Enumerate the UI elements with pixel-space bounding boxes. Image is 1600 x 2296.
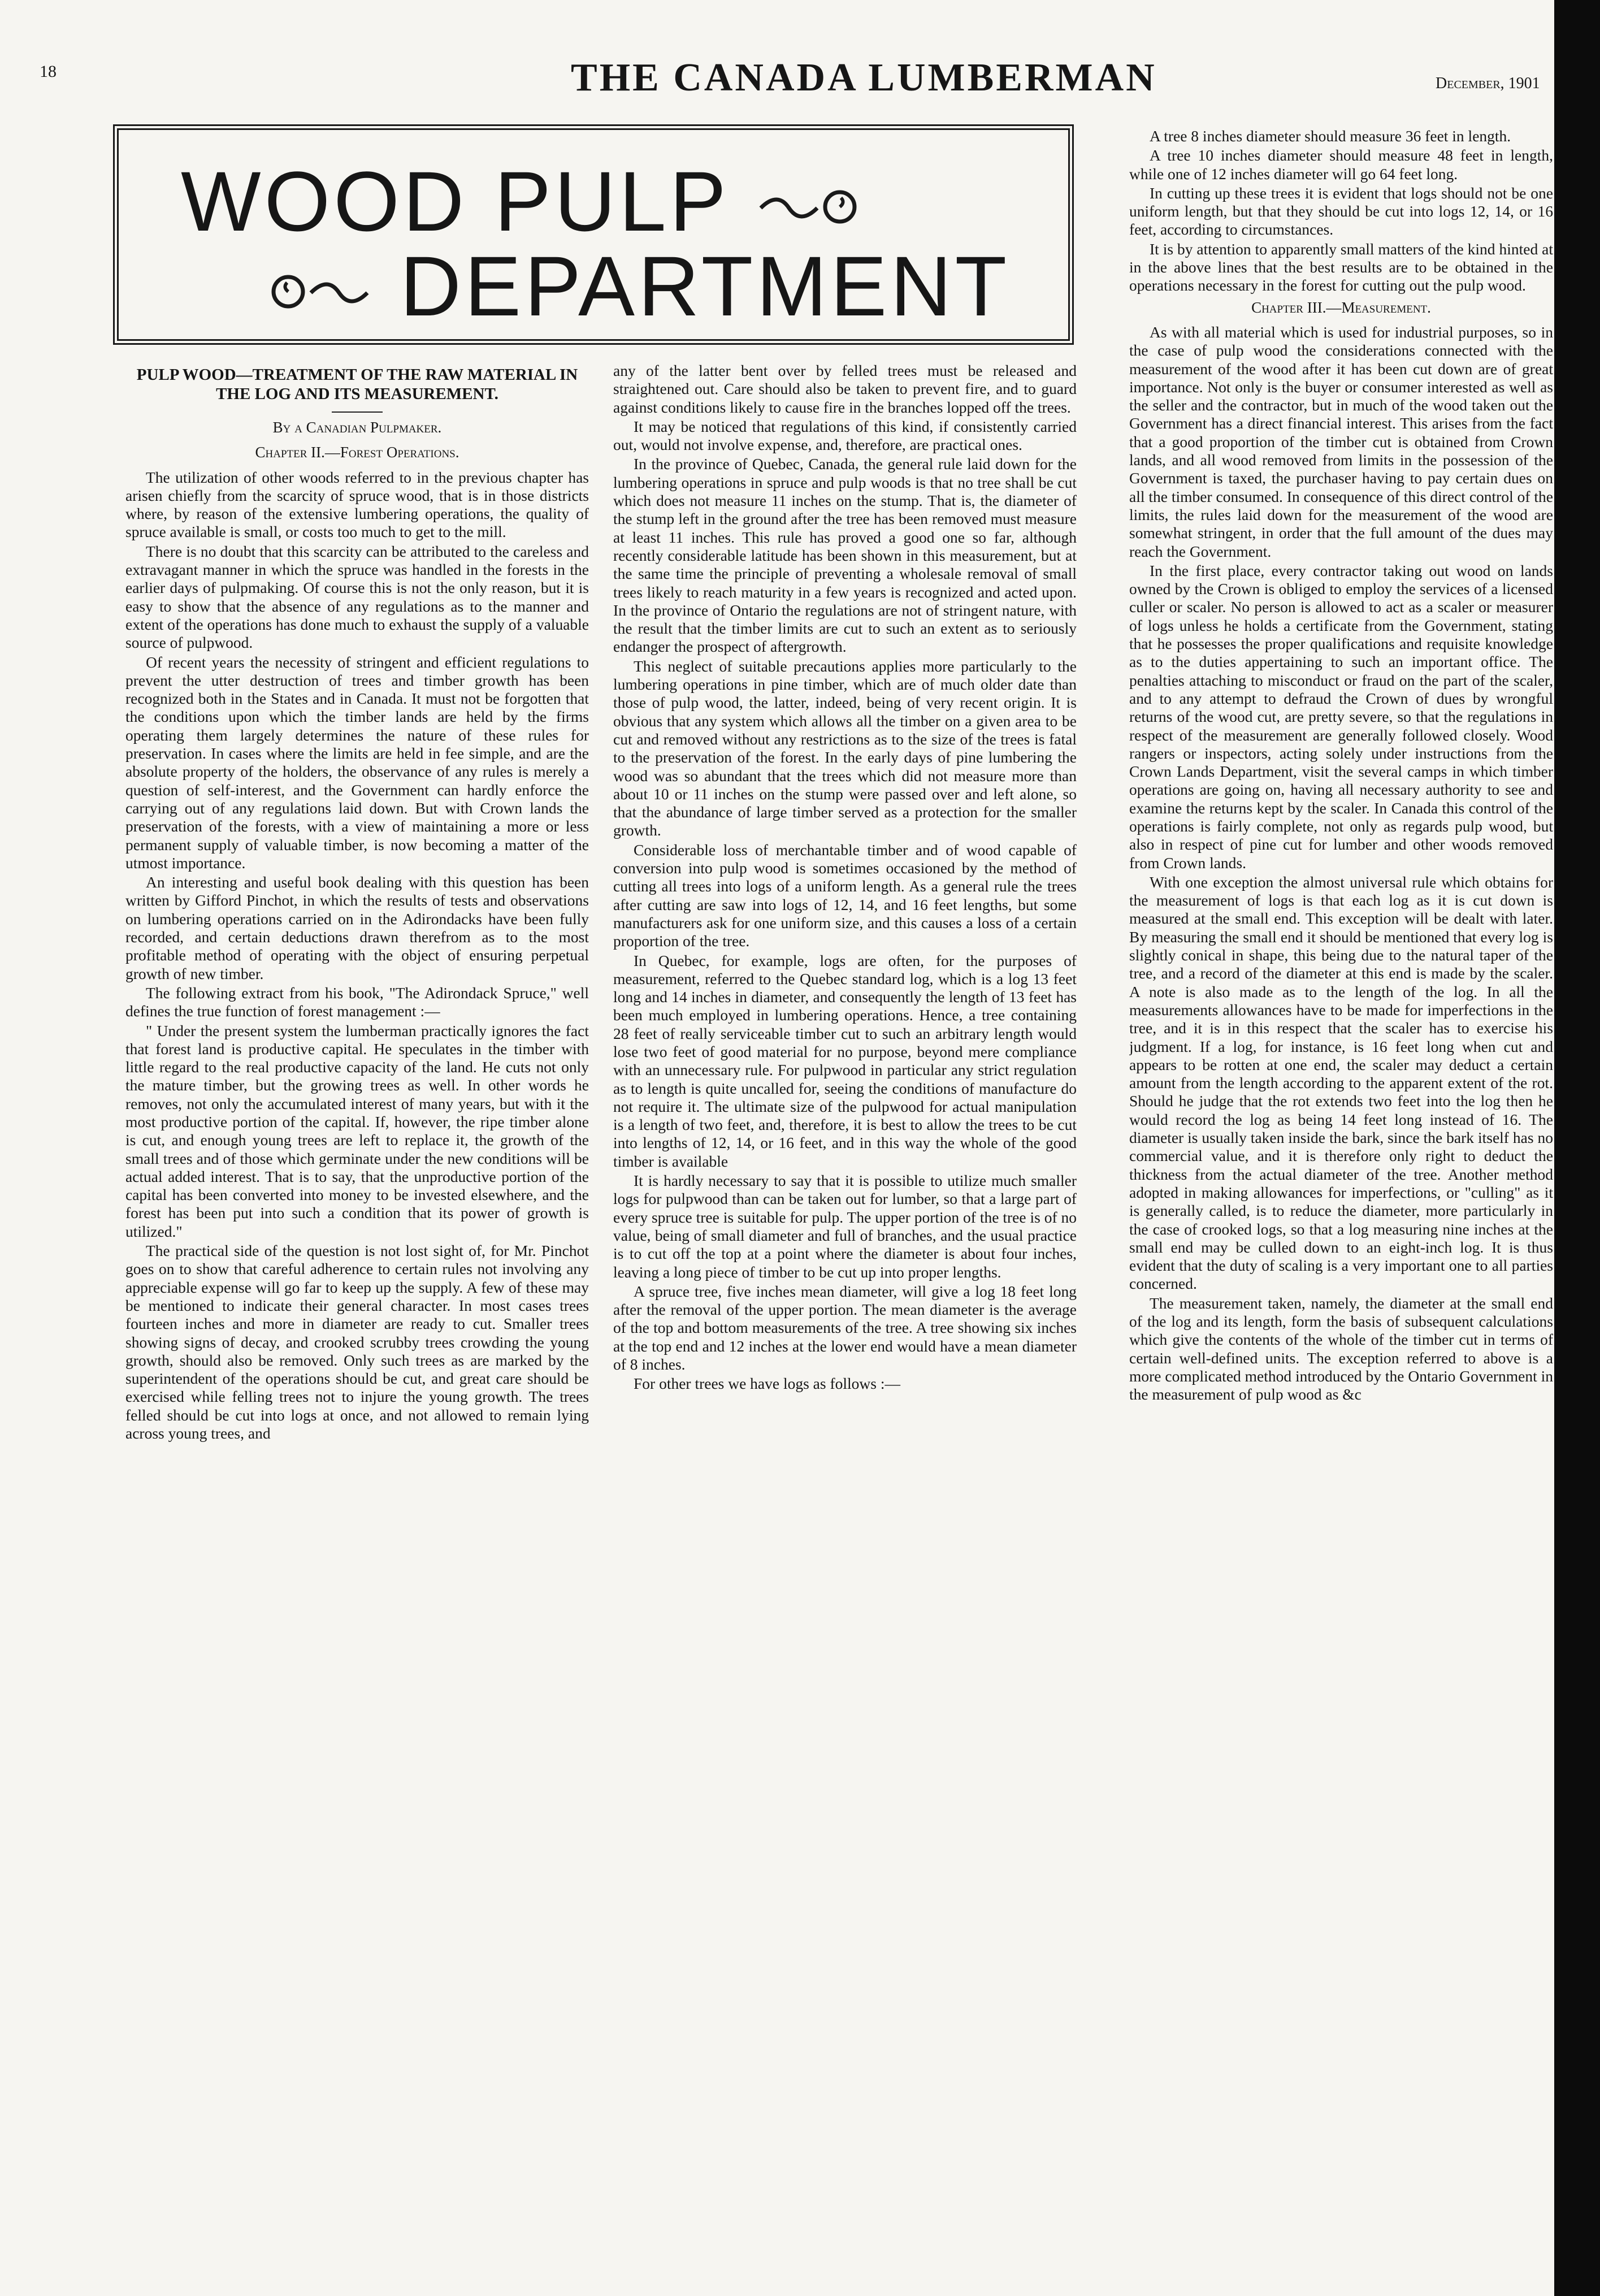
- issue-date: December, 1901: [1436, 75, 1540, 92]
- banner-line-2: DEPARTMENT: [400, 239, 1011, 333]
- paragraph: Considerable loss of merchantable timber and of wood capable of conversion into pulp wood is sometimes occasioned by the method of cutting all trees into logs of a uniform length. As a general rule the trees after cutting are saw into logs of 12, 14, and 16 feet lengths, but some manufacturers ask for one uniform size, and this causes a loss of a certain proportion of the tree.: [613, 841, 1077, 950]
- paragraph: It is by attention to apparently small matters of the kind hinted at in the above lines that the best results are to be obtained in the operations necessary in the forest for cutting out the pulp wood.: [1129, 240, 1553, 294]
- byline: By a Canadian Pulpmaker.: [272, 419, 442, 436]
- column-2: [613, 362, 1077, 2255]
- paragraph: An interesting and useful book dealing with this question has been written by Gifford Pinchot, in which the results of tests and observations on lumbering operations carried on in the Adirondacks have been fully recorded, and certain deductions drawn therefrom as to the most profitable method of operating with the object of ensuring perpetual growth of new timber.: [125, 873, 589, 982]
- column-3: [1129, 127, 1553, 2252]
- department-banner: [113, 124, 1074, 345]
- binding-edge: [1554, 0, 1600, 2296]
- paragraph: " Under the present system the lumberman practically ignores the fact that forest land is productive capital. He speculates in the timber with little regard to the real productive capacity of the land. He cuts not only the mature timber, but the growing trees as well. In other words he removes, not only the accumulated interest of many years, but with it the most productive portion of the capital. If, however, the ripe timber alone is cut, and enough young trees are left to replace it, the growth of the small trees and of those which germinate under the new conditions will be actual added interest. That is to say, that the unproductive portion of the capital has been converted into money to be invested elsewhere, and the forest has been put into such a condition that its power of growth is utilized.": [125, 1021, 589, 1240]
- chapter-heading: Chapter II.—Forest Operations.: [255, 444, 459, 461]
- paragraph: The following extract from his book, "The Adirondack Spruce," well defines the true function of forest management :—: [125, 984, 589, 1020]
- paragraph: The utilization of other woods referred to in the previous chapter has arisen chiefly from the scarcity of spruce wood, that is in those districts where, by reason of the extensive lumbering operations, the quality of spruce available is small, or costs too much to get to the mill.: [125, 468, 589, 541]
- paragraph: any of the latter bent over by felled trees must be released and straightened out. Care should also be taken to prevent fire, and to guard against conditions likely to cause fire in the branches lopped off the trees.: [613, 362, 1077, 416]
- title-rule: [332, 411, 383, 413]
- paragraph: As with all material which is used for industrial purposes, so in the case of pulp wood the considerations connected with the measurement of the wood after it has been cut down are of great importance. Not only is the buyer or consumer interested as well as the seller and the contractor, but in much of the wood taken out the Government has a direct financial interest. This arises from the fact that a good proportion of the timber cut is obtained from Crown lands, and all wood removed from limits in the possession of the Government is taxed, the purchaser having to pay certain dues on all the timber consumed. In consequence of this direct control of the limits, the rules laid down for the measurement of the wood are somewhat stringent, in order that the full amount of the dues may reach the Government.: [1129, 323, 1553, 560]
- paragraph: In cutting up these trees it is evident that logs should not be one uniform length, but that they should be cut into logs 12, 14, or 16 feet, according to circumstances.: [1129, 184, 1553, 239]
- paragraph: The practical side of the question is not lost sight of, for Mr. Pinchot goes on to show that careful adherence to certain rules not involving any appreciable expense will go far to keep up the supply. A few of these may be mentioned to indicate their general character. In most cases trees fourteen inches and more in diameter are ready to cut. Smaller trees showing signs of decay, and crooked scrubby trees crowding the young growth, should also be removed. Only such trees as are marked by the superintendent of the operations should be cut, and great care should be exercised while felling trees not to injure the young growth. The trees felled should be cut into logs at once, and not allowed to remain lying across young trees, and: [125, 1242, 589, 1442]
- paragraph: This neglect of suitable precautions applies more particularly to the lumbering operations in pine timber, which are of much older date than those of pulp wood, the latter, indeed, being of very recent origin. It is obvious that any system which allows all the timber on a given area to be cut and removed without any restrictions as to the size of the trees is fatal to the preservation of the forest. In the early days of pine lumbering the wood was so abundant that the trees which did not measure more than about 10 or 11 inches on the stump were passed over and left alone, so that the abundance of large timber served as a protection for the smaller growth.: [613, 657, 1077, 839]
- paragraph: A tree 8 inches diameter should measure 36 feet in length.: [1150, 127, 1511, 145]
- paragraph: The measurement taken, namely, the diameter at the small end of the log and its length, form the basis of subsequent calculations which give the contents of the whole of the timber cut in terms of certain well-defined units. The exception referred to above is a more complicated method introduced by the Ontario Government in the measurement of pulp wood as &c: [1129, 1294, 1553, 1403]
- paragraph: In Quebec, for example, logs are often, for the purposes of measurement, referred to the Quebec standard log, which is a log 13 feet long and 14 inches in diameter, and consequently the length of 13 feet has been much employed in lumbering operations. Hence, a tree containing 28 feet of really serviceable timber cut to such an arbitrary length would lose two feet of good material for no purpose, beyond mere compliance with an unnecessary rule. For pulpwood in particular any strict regulation as to length is quite uncalled for, seeing the conditions of manufacture do not require it. The ultimate size of the pulpwood for actual manipulation is a length of two feet, and, therefore, it is best to allow the trees to be cut into lengths of 12, 14, or 16 feet, and in this way the whole of the good timber is available: [613, 951, 1077, 1170]
- paragraph: It is hardly necessary to say that it is possible to utilize much smaller logs for pulpwood than can be taken out for lumber, so that a large part of every spruce tree is suitable for pulp. The upper portion of the tree is of no value, being of small diameter and full of branches, and the usual practice is to cut off the top at a point where the diameter is about four inches, leaving a long piece of timber to be cut up into proper lengths.: [613, 1172, 1077, 1281]
- paragraph: It may be noticed that regulations of this kind, if consistently carried out, would not involve expense, and, therefore, are practical ones.: [613, 417, 1077, 454]
- paragraph: A tree 10 inches diameter should measure 48 feet in length, while one of 12 inches diameter will go 64 feet long.: [1129, 146, 1553, 183]
- journal-title: THE CANADA LUMBERMAN: [571, 56, 1157, 99]
- paragraph: A spruce tree, five inches mean diameter, will give a log 18 feet long after the removal of the upper portion. The mean diameter is the average of the top and bottom measurements of the tree. A tree showing six inches at the top end and 12 inches at the lower end would have a mean diameter of 8 inches.: [613, 1282, 1077, 1374]
- page-number: 18: [40, 62, 57, 81]
- paragraph: With one exception the almost universal rule which obtains for the measurement of logs is that each log as it is cut down is measured at the small end. This exception will be dealt with later. By measuring the small end it should be mentioned that every log is slightly conical in shape, this being due to the natural taper of the tree, and a record of the diameter at this end is made by the scaler. A note is also made as to the length of the log. In all the measurements allowances have to be made for imperfections in the tree, and it is in this respect that the scaler has to exercise his judgment. If a log, for instance, is 16 feet long when cut and appears to be rotten at one end, the scaler may deduct a certain amount from the length according to the apparent extent of the rot. Should he judge that the rot extends two feet into the log then he would record the log as being 14 feet long instead of 16. The diameter is usually taken inside the bark, since the bark itself has no commercial value, and it is therefore only right to deduct the thickness from the actual diameter of the tree. Another method adopted in making allowances for imperfections, or "culling" as it is generally called, is to reduce the diameter, more particularly in the case of crooked logs, so that a log measuring nine inches at the small end may be culled down to an eight-inch log. It is thus evident that the duty of scaling is a very important one to all parties concerned.: [1129, 873, 1553, 1293]
- article-title: PULP WOOD—TREATMENT OF THE RAW MATERIAL IN THE LOG AND ITS MEASUREMENT.: [136, 366, 578, 403]
- flourish-icon: [266, 265, 373, 315]
- flourish-icon: [755, 180, 862, 231]
- paragraph: In the first place, every contractor taking out wood on lands owned by the Crown is obliged to employ the services of a licensed culler or scaler. No person is allowed to act as a scaler or measurer of logs unless he holds a certificate from the Government, stating that he possesses the proper qualifications and requisite knowledge as to the duties appertaining to such an important office. The penalties attaching to misconduct or fraud on the part of the scaler, and to any attempt to defraud the Crown of dues by wrongful returns of the wood cut, are pretty severe, so that the regulations in respect of the measurement are generally followed closely. Wood rangers or inspectors, acting solely under instructions from the Crown Lands Department, visit the several camps in which timber operations are going on, having all necessary authority to see and examine the returns kept by the scaler. In Canada this control of the operations is fairly complete, not only as regards pulp wood, but also in respect of pine cut for lumber and other woods removed from Crown lands.: [1129, 561, 1553, 872]
- paragraph: There is no doubt that this scarcity can be attributed to the careless and extravagant manner in which the spruce was handled in the forests in the earlier days of pulpmaking. Of course this is not the only reason, but it is easy to show that the absence of any regulations as to the manner and extent of the operations has done much to exhaust the supply of a valuable source of pulpwood.: [125, 542, 589, 652]
- paragraph: Of recent years the necessity of stringent and efficient regulations to prevent the utter destruction of trees and timber growth has been recognized both in the States and in Canada. It must not be forgotten that the conditions upon which the timber lands are held by the firms operating them largely determines the nature of these rules for preservation. In cases where the limits are held in fee simple, and are the absolute property of the holders, the observance of any rules is merely a question of self-interest, and the Government can hardly enforce the carrying out of any regulations laid down. But with Crown lands the preservation of the forests, with a view of maintaining a more or less permanent supply of valuable timber, is now becoming a matter of the utmost importance.: [125, 653, 589, 872]
- banner-line-1: WOOD PULP: [181, 154, 729, 249]
- chapter-heading: Chapter III.—Measurement.: [1251, 298, 1431, 316]
- column-1: [125, 362, 589, 2255]
- paragraph: For other trees we have logs as follows :—: [634, 1375, 900, 1393]
- paragraph: In the province of Quebec, Canada, the general rule laid down for the lumbering operations in spruce and pulp woods is that no tree shall be cut which does not measure 11 inches on the stump. That is, the diameter of the stump left in the ground after the tree has been removed must measure at least 11 inches. This rule has proved a good one so far, although recently considerable latitude has been shown in this measurement, but at the same time the principle of preventing a wholesale removal of small trees likely to reach maturity in a few years is recognized and acted upon. In the province of Ontario the regulations are not of stringent nature, with the result that the timber limits are cut to such an extent as to seriously endanger the prospect of aftergrowth.: [613, 455, 1077, 656]
